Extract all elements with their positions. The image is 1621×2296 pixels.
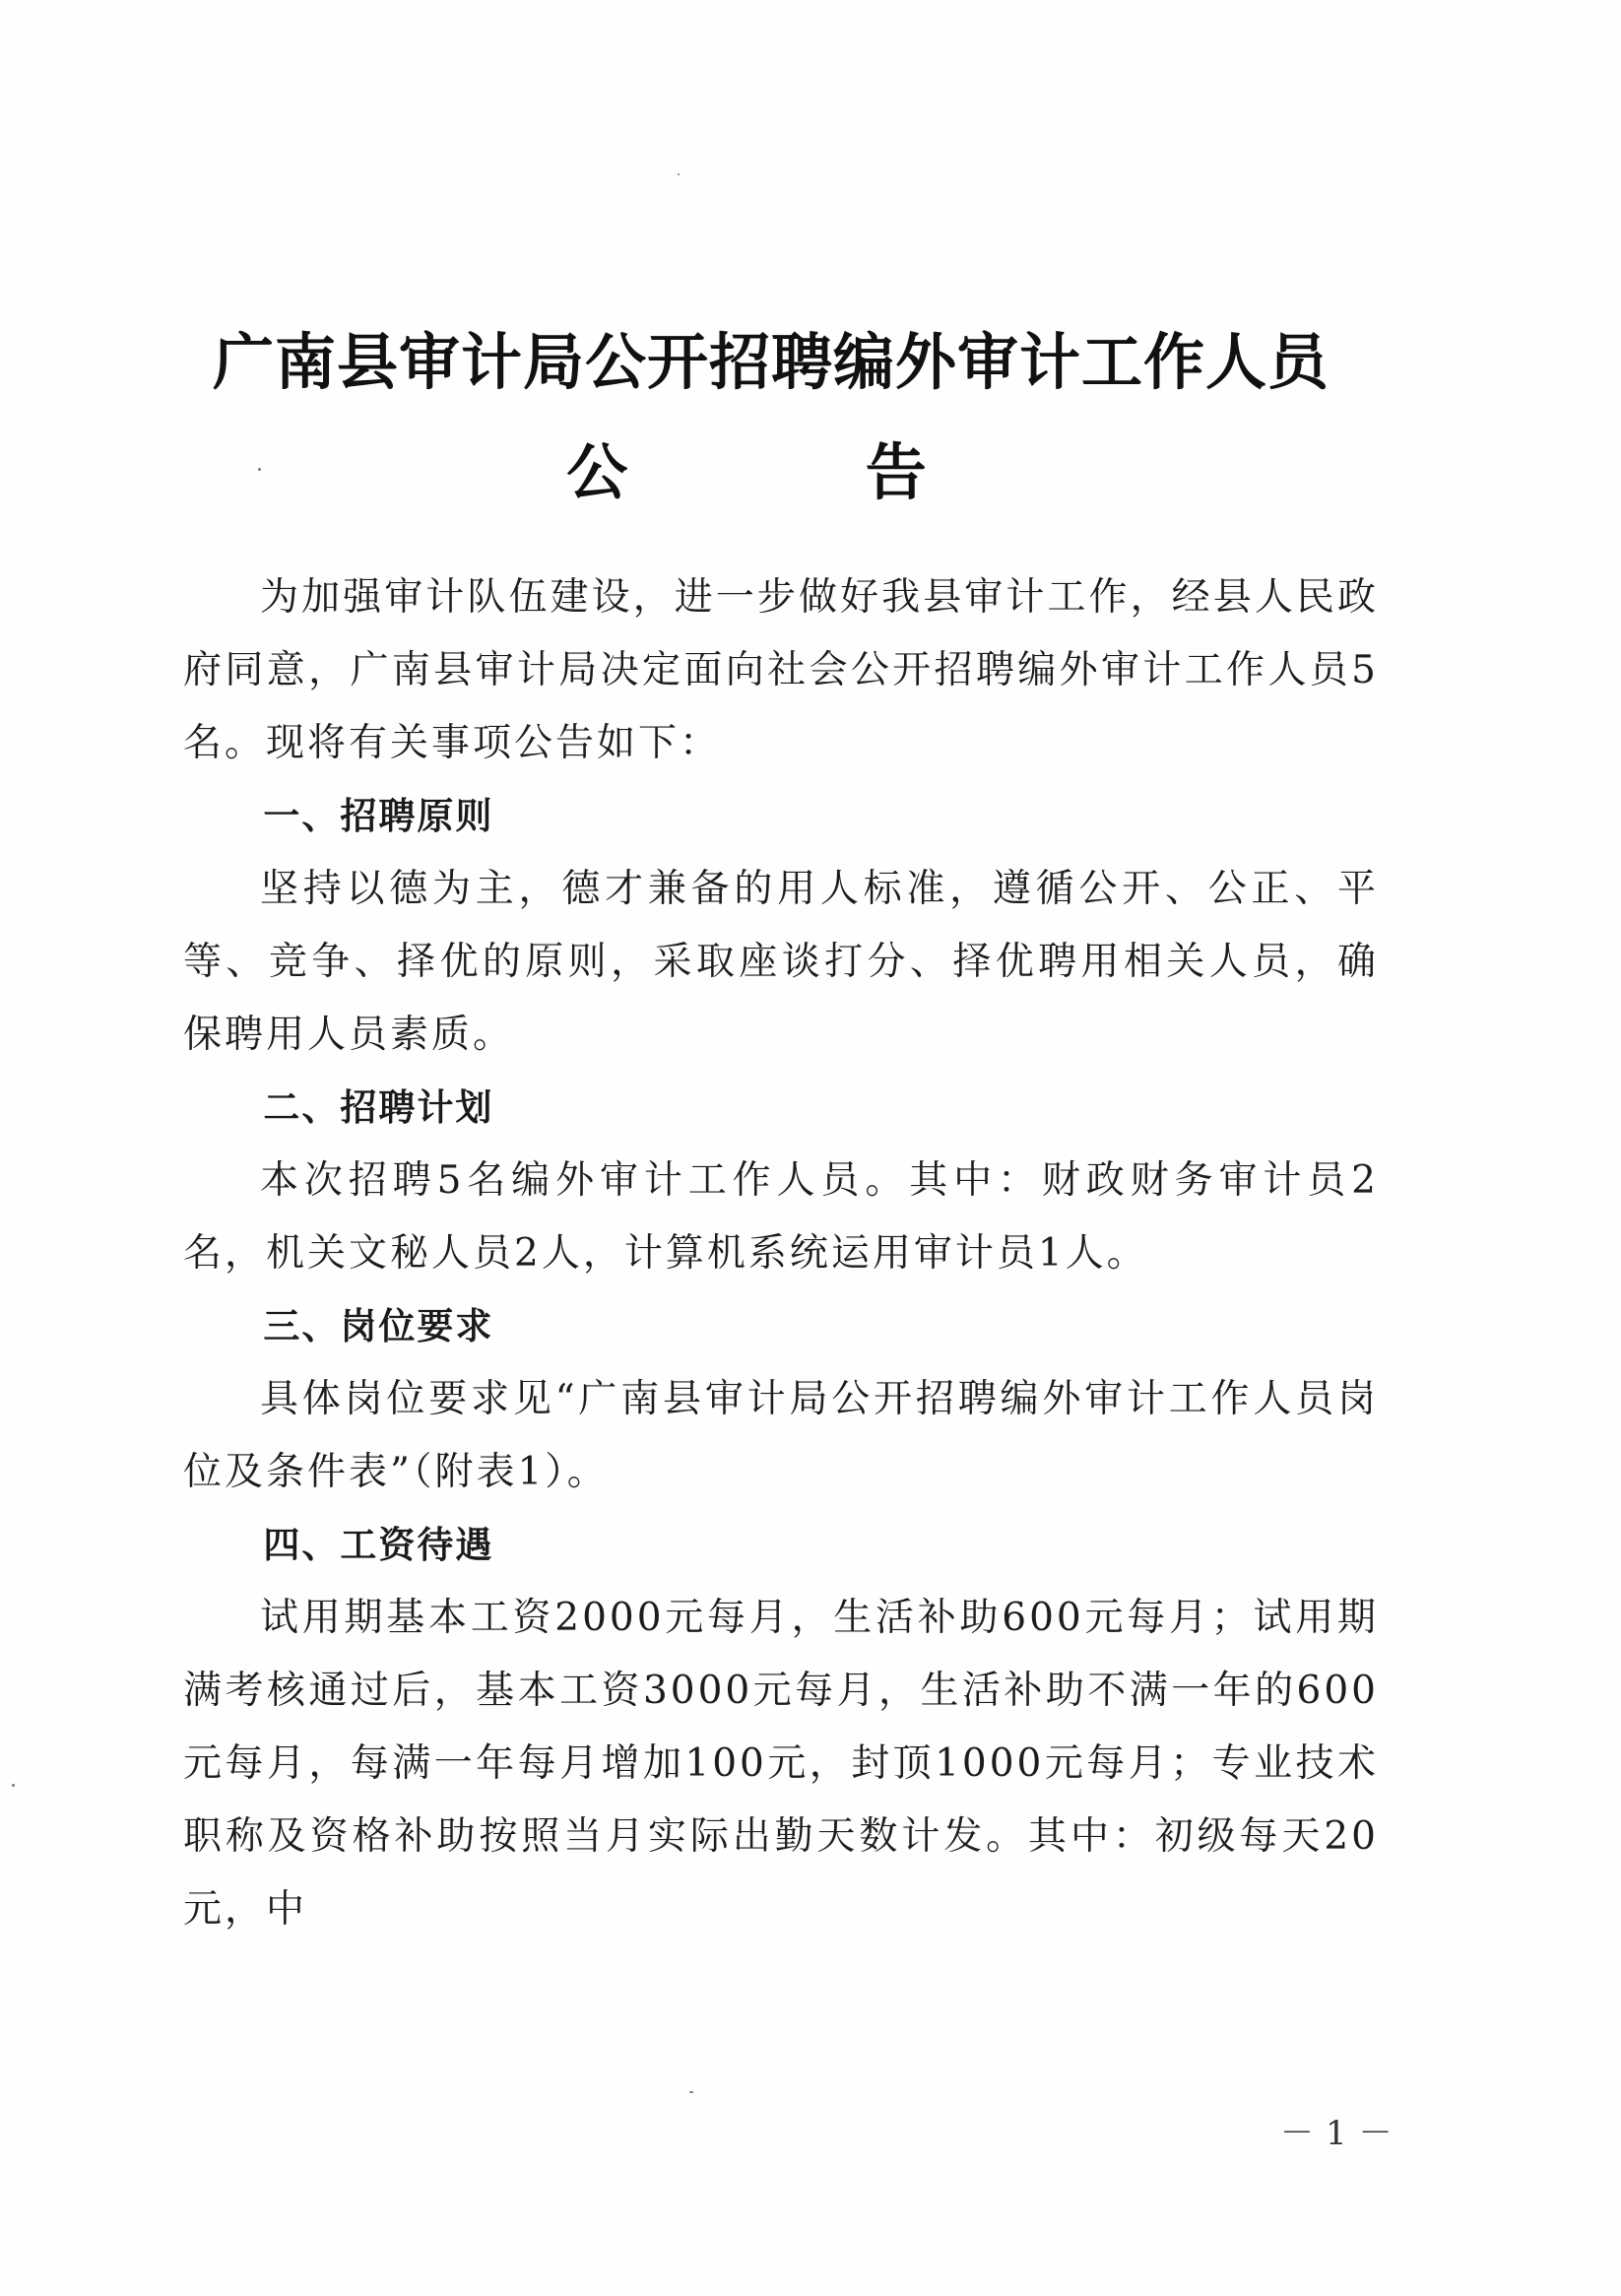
section-body-salary: 试用期基本工资2000元每月，生活补助600元每月；试用期满考核通过后，基本工资3000元每月，生活补助不满一年的600元每月，每满一年每月增加100元，封顶1000元每月；专业技术职称及资格补助按照当月实际出勤天数计发。其中：初级每天20元，中 <box>183 1596 1379 1932</box>
section-body-principles: 坚持以德为主，德才兼备的用人标准，遵循公开、公正、平等、竞争、择优的原则，采取座谈打分、择优聘用相关人员，确保聘用人员素质。 <box>183 867 1379 1057</box>
intro-paragraph: 为加强审计队伍建设，进一步做好我县审计工作，经县人民政府同意，广南县审计局决定面向社会公开招聘编外审计工作人员5名。现将有关事项公告如下： <box>183 575 1379 765</box>
section-heading-principles: 一、招聘原则 <box>263 795 494 837</box>
scan-speck <box>678 173 680 175</box>
section-heading-requirements: 三、岗位要求 <box>263 1305 494 1347</box>
section-body-plan: 本次招聘5名编外审计工作人员。其中：财政财务审计员2名，机关文秘人员2人，计算机系统运用审计员1人。 <box>183 1158 1379 1276</box>
page-number: －1－ <box>1280 2114 1404 2153</box>
document-subtitle: 公 告 <box>566 436 1035 508</box>
section-heading-salary: 四、工资待遇 <box>263 1524 494 1566</box>
document-body <box>183 561 1379 1946</box>
scan-speck <box>258 468 261 471</box>
scan-speck <box>12 1784 15 1787</box>
scan-speck <box>689 2091 693 2093</box>
section-heading-plan: 二、招聘计划 <box>263 1086 494 1129</box>
document-title: 广南县审计局公开招聘编外审计工作人员 <box>212 326 1329 398</box>
section-body-requirements: 具体岗位要求见“广南县审计局公开招聘编外审计工作人员岗位及条件表”（附表1）。 <box>183 1377 1379 1494</box>
